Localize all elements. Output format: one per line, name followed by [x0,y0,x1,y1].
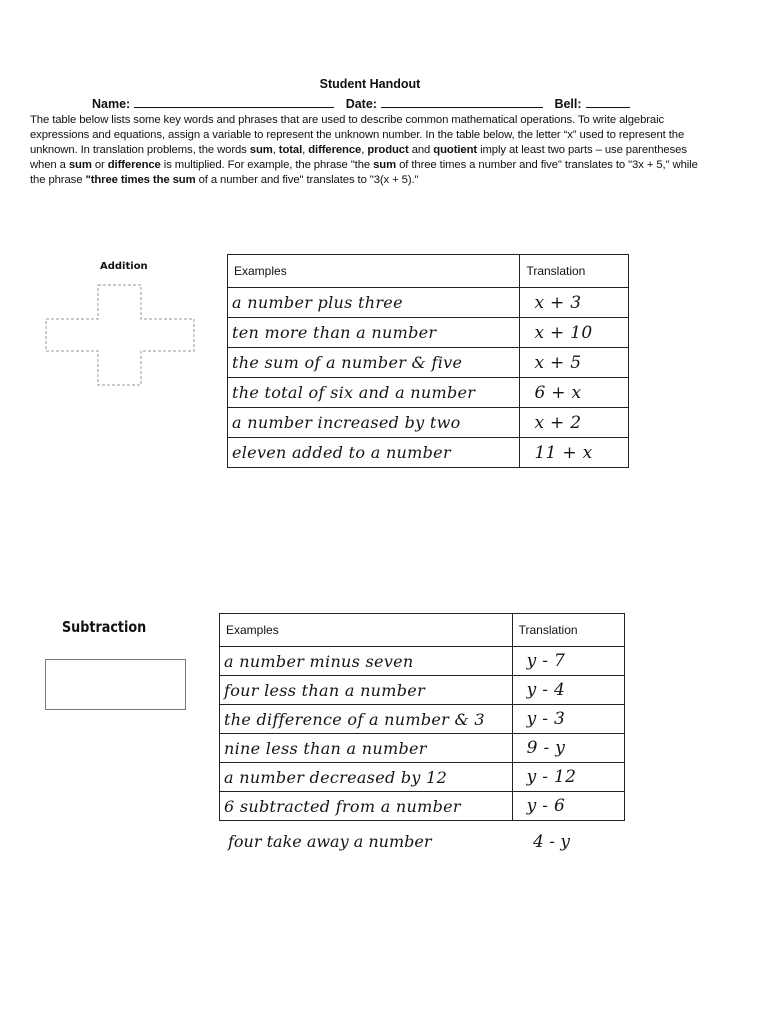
example-cell[interactable]: ten more than a number [228,318,520,348]
example-cell[interactable]: 6 subtracted from a number [220,792,513,821]
translation-cell[interactable]: x + 2 [520,408,629,438]
table-row [220,705,625,734]
example-cell[interactable]: a number decreased by 12 [220,763,513,792]
intro-text: or [91,159,108,171]
table-row [220,763,625,792]
addition-heading: Addition [100,261,148,272]
extra-example[interactable]: four take away a number [228,832,432,851]
translation-column-header: Translation [512,614,624,647]
example-cell[interactable]: four less than a number [220,676,513,705]
keyword-difference: difference [308,144,362,156]
example-cell[interactable]: eleven added to a number [228,438,520,468]
examples-column-header: Examples [220,614,513,647]
table-row [220,734,625,763]
keyword-product: product [367,144,409,156]
table-row [228,438,629,468]
name-blank[interactable] [134,96,334,108]
bell-blank[interactable] [586,96,630,108]
plus-sign-graphic [45,284,195,386]
table-row [228,288,629,318]
table-row [228,378,629,408]
intro-text: of three times a number and five" translates to "3x + 5," while the phrase [30,159,698,186]
keyword-difference: difference [107,159,161,171]
keyword-phrase: "three times the sum [85,174,196,186]
table-row [220,792,625,821]
minus-sign-box [45,659,186,710]
table-row [228,408,629,438]
subtraction-heading: Subtraction [62,618,147,636]
example-cell[interactable]: a number increased by two [228,408,520,438]
name-label: Name: [92,97,131,111]
intro-text: is multiplied. For example, the phrase "the [160,159,374,171]
keyword-sum: sum [68,159,92,171]
translation-cell[interactable]: x + 5 [520,348,629,378]
intro-text: , [361,144,368,156]
addition-table [227,254,629,468]
intro-text: imply at least two parts – use parentheses when a [30,144,687,171]
table-row [228,348,629,378]
subtraction-table [219,613,625,821]
table-row [220,676,625,705]
translation-cell[interactable]: y - 12 [512,763,624,792]
translation-cell[interactable]: 11 + x [520,438,629,468]
intro-text: of a number and five" translates to "3(x + 5)." [195,174,419,186]
example-cell[interactable]: the total of six and a number [228,378,520,408]
handout-title: Student Handout [319,77,421,91]
student-info-line [92,96,672,111]
intro-paragraph [30,113,714,188]
translation-cell[interactable]: x + 10 [520,318,629,348]
examples-column-header: Examples [228,255,520,288]
translation-cell[interactable]: y - 3 [512,705,624,734]
example-cell[interactable]: nine less than a number [220,734,513,763]
table-row [220,647,625,676]
translation-cell[interactable]: y - 7 [512,647,624,676]
translation-cell[interactable]: x + 3 [520,288,629,318]
intro-text: The table below lists some key words and phrases that are used to describe common mathematical operations. To write algebraic expressions and equations, assign a variable to represent the unknown number. In the table below, the letter “x” used to represent the unknown. In translation problems, the words [30,114,685,156]
example-cell[interactable]: the difference of a number & 3 [220,705,513,734]
intro-text: and [408,144,434,156]
keyword-quotient: quotient [433,144,478,156]
translation-cell[interactable]: y - 6 [512,792,624,821]
example-cell[interactable]: a number minus seven [220,647,513,676]
translation-cell[interactable]: y - 4 [512,676,624,705]
table-row [228,318,629,348]
translation-cell[interactable]: 9 - y [512,734,624,763]
example-cell[interactable]: the sum of a number & five [228,348,520,378]
bell-label: Bell: [554,97,582,111]
example-cell[interactable]: a number plus three [228,288,520,318]
intro-text: , [302,144,309,156]
date-label: Date: [345,97,377,111]
keyword-sum: sum [249,144,273,156]
translation-column-header: Translation [520,255,629,288]
translation-cell[interactable]: 6 + x [520,378,629,408]
keyword-total: total [278,144,303,156]
keyword-sum: sum [373,159,397,171]
intro-text: , [272,144,279,156]
date-blank[interactable] [381,96,543,108]
extra-translation[interactable]: 4 - y [533,832,570,852]
